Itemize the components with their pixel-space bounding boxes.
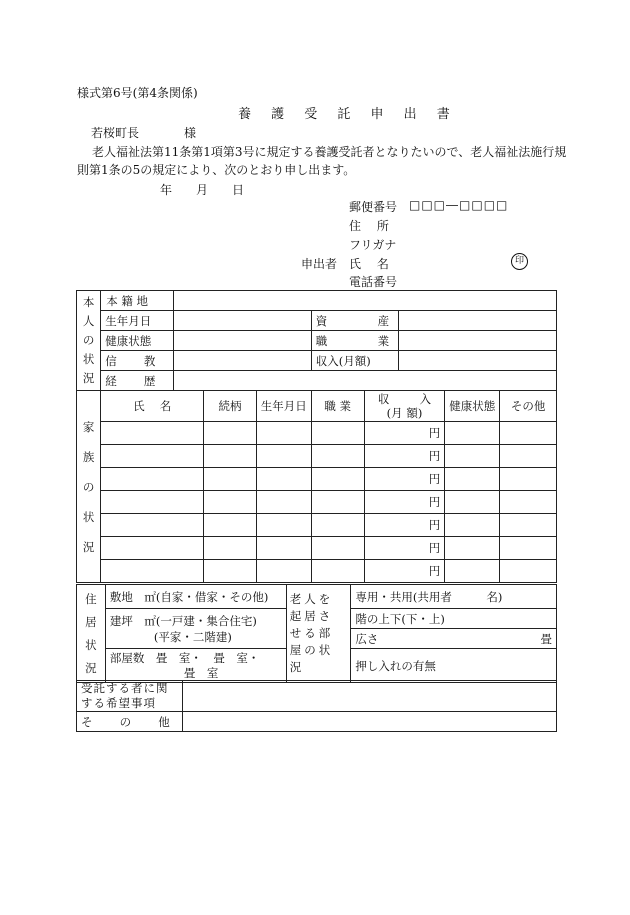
self-status-section: 本 人 の 状 況 (77, 291, 101, 391)
family-relation-cell[interactable] (204, 491, 257, 514)
family-name-cell[interactable] (101, 422, 204, 445)
family-other-cell[interactable] (500, 514, 557, 537)
table-row (77, 468, 557, 491)
faith-field[interactable] (173, 351, 311, 371)
family-birthdate-cell[interactable] (256, 560, 311, 583)
income-field[interactable] (398, 351, 556, 371)
applicant-label: 申出者 (301, 257, 338, 271)
size-field[interactable] (351, 629, 557, 649)
family-other-cell[interactable] (500, 468, 557, 491)
family-col-birthdate: 生年月日 (256, 391, 311, 422)
faith-label: 信 教 (101, 351, 173, 371)
body-text-line1: 老人福祉法第11条第1項第3号に規定する養護受託者となりたいので、老人福祉法施行規 (92, 145, 567, 159)
building-line1: 建坪 ㎡(一戸建・集合住宅) (109, 613, 257, 628)
closet-field[interactable]: 押し入れの有無 (351, 649, 557, 683)
size-unit: 畳 (540, 631, 552, 646)
family-col-income (364, 391, 445, 422)
family-birthdate-cell[interactable] (256, 537, 311, 560)
family-col-other: その他 (500, 391, 557, 422)
postal-code-boxes[interactable]: □□□―□□□□ (409, 198, 509, 212)
career-field[interactable] (173, 371, 556, 391)
family-relation-cell[interactable] (204, 560, 257, 583)
family-other-cell[interactable] (500, 445, 557, 468)
family-relation-cell[interactable] (204, 468, 257, 491)
family-occupation-cell[interactable] (311, 560, 364, 583)
occupation-field[interactable] (398, 331, 556, 351)
table-row (77, 560, 557, 583)
table-row (77, 514, 557, 537)
furigana-label: フリガナ (349, 238, 397, 252)
family-other-cell[interactable] (500, 560, 557, 583)
family-other-cell[interactable] (500, 491, 557, 514)
status-table (76, 290, 557, 583)
wish-line1: 受託する者に関 (81, 681, 169, 695)
family-health-cell[interactable] (445, 422, 500, 445)
assets-label: 資 産 (311, 311, 398, 331)
family-col-relation: 続柄 (204, 391, 257, 422)
building-line2: (平家・二階建) (153, 629, 232, 644)
rooms-field[interactable] (105, 649, 286, 683)
family-relation-cell[interactable] (204, 422, 257, 445)
seal-mark: 印 (511, 253, 528, 270)
family-name-cell[interactable] (101, 445, 204, 468)
elder-room-label: 老人を起居させる部屋の状況 (286, 585, 351, 683)
family-income-cell[interactable]: 円 (364, 514, 445, 537)
income-label: 収入(月額) (311, 351, 398, 371)
date-month: 月 (196, 183, 209, 197)
family-income-cell[interactable]: 円 (364, 537, 445, 560)
phone-label: 電話番号 (349, 275, 398, 289)
family-col-income-label: 収 入 (377, 392, 432, 406)
family-status-section: 家 族 の 状 況 (77, 391, 101, 583)
family-occupation-cell[interactable] (311, 468, 364, 491)
family-occupation-cell[interactable] (311, 537, 364, 560)
family-birthdate-cell[interactable] (256, 445, 311, 468)
rooms-line2: 畳 室 (183, 665, 219, 680)
assets-field[interactable] (398, 311, 556, 331)
table-row (77, 445, 557, 468)
family-health-cell[interactable] (445, 514, 500, 537)
table-row (77, 537, 557, 560)
domicile-label: 本 籍 地 (101, 291, 173, 311)
family-income-cell[interactable]: 円 (364, 468, 445, 491)
family-birthdate-cell[interactable] (256, 422, 311, 445)
addressee: 若桜町長 (91, 126, 140, 140)
family-occupation-cell[interactable] (311, 422, 364, 445)
family-income-cell[interactable]: 円 (364, 445, 445, 468)
building-field[interactable] (105, 609, 286, 649)
family-income-cell[interactable]: 円 (364, 491, 445, 514)
family-birthdate-cell[interactable] (256, 514, 311, 537)
family-col-name: 氏 名 (101, 391, 204, 422)
date-year: 年 (160, 183, 173, 197)
family-birthdate-cell[interactable] (256, 468, 311, 491)
family-name-cell[interactable] (101, 491, 204, 514)
wish-line2: する希望事項 (81, 696, 156, 710)
date-day: 日 (232, 183, 245, 197)
family-col-income-unit: (月 額) (386, 406, 423, 420)
postal-label: 郵便番号 (349, 200, 398, 214)
size-label: 広さ (355, 631, 379, 646)
family-health-cell[interactable] (445, 537, 500, 560)
family-birthdate-cell[interactable] (256, 491, 311, 514)
housing-table (76, 584, 557, 683)
birthdate-field[interactable] (173, 311, 311, 331)
rooms-line1: 部屋数 畳 室・ 畳 室・ (109, 650, 260, 665)
family-relation-cell[interactable] (204, 514, 257, 537)
family-name-cell[interactable] (101, 537, 204, 560)
family-relation-cell[interactable] (204, 445, 257, 468)
family-health-cell[interactable] (445, 445, 500, 468)
exclusive-field[interactable]: 専用・共用(共用者 名) (351, 585, 557, 609)
birthdate-label: 生年月日 (101, 311, 173, 331)
address-label: 住 所 (349, 219, 389, 233)
form-number: 様式第6号(第4条関係) (77, 86, 198, 100)
occupation-label: 職 業 (311, 331, 398, 351)
addressee-suffix: 様 (184, 126, 197, 140)
floor-field[interactable]: 階の上下(下・上) (351, 609, 557, 629)
family-health-cell[interactable] (445, 468, 500, 491)
domicile-field[interactable] (173, 291, 556, 311)
name-label: 氏 名 (349, 257, 389, 271)
table-row (77, 491, 557, 514)
other-field[interactable] (182, 712, 556, 732)
wish-field[interactable] (182, 681, 556, 712)
other-label: そ の 他 (77, 712, 183, 732)
site-field[interactable]: 敷地 ㎡(自家・借家・その他) (105, 585, 286, 609)
family-health-cell[interactable] (445, 560, 500, 583)
family-name-cell[interactable] (101, 514, 204, 537)
family-col-occupation: 職 業 (311, 391, 364, 422)
family-col-health: 健康状態 (445, 391, 500, 422)
health-label: 健康状態 (101, 331, 173, 351)
housing-section: 住 居 状 況 (77, 585, 106, 683)
family-income-cell[interactable]: 円 (364, 422, 445, 445)
family-occupation-cell[interactable] (311, 445, 364, 468)
family-name-cell[interactable] (101, 560, 204, 583)
family-occupation-cell[interactable] (311, 491, 364, 514)
form-title: 養 護 受 託 申 出 書 (238, 107, 458, 122)
health-field[interactable] (173, 331, 311, 351)
family-name-cell[interactable] (101, 468, 204, 491)
family-health-cell[interactable] (445, 491, 500, 514)
body-text-line2: 則第1条の5の規定により、次のとおり申し出ます。 (77, 163, 356, 177)
family-income-cell[interactable]: 円 (364, 560, 445, 583)
family-occupation-cell[interactable] (311, 514, 364, 537)
family-relation-cell[interactable] (204, 537, 257, 560)
family-other-cell[interactable] (500, 537, 557, 560)
family-other-cell[interactable] (500, 422, 557, 445)
career-label: 経 歴 (101, 371, 173, 391)
table-row (77, 422, 557, 445)
requests-table (76, 680, 557, 732)
wish-label (77, 681, 183, 712)
